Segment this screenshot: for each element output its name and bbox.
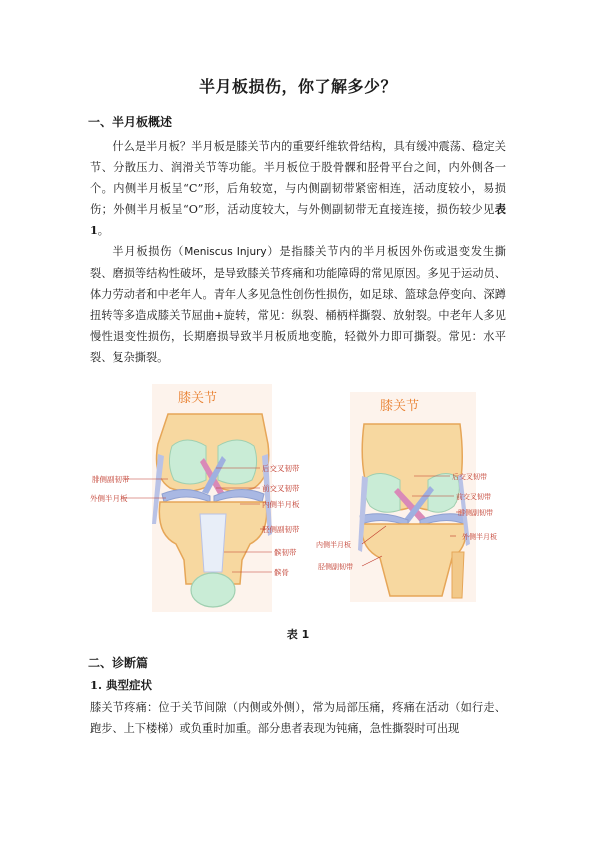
label-medial-meniscus: 内侧半月板 bbox=[262, 500, 300, 509]
paragraph-knee-pain: 膝关节疼痛：位于关节间隙（内侧或外侧），常为局部压痛，疼痛在活动（如行走、跑步、上下楼梯）或负重时加重。部分患者表现为钝痛，急性撕裂时可出现 bbox=[90, 701, 506, 735]
left-knee-diagram bbox=[90, 384, 300, 612]
right-knee-diagram bbox=[316, 392, 497, 602]
section-heading-overview: 一、半月板概述 bbox=[88, 115, 173, 129]
patella bbox=[191, 573, 235, 607]
paragraph-text: 什么是半月板？半月板是膝关节内的重要纤维软骨结构，具有缓冲震荡、稳定关节、分散压力、润滑关节等功能。半月板位于股骨髁和胫骨平台之间，内外侧各一个。内侧半月板呈“C”形，后角较宽，与内侧副韧带紧密相连，活动度较小，易损伤；外侧半月板呈“O”形，活动度较大，与外侧副韧带无直接连接，损伤较少见 bbox=[90, 140, 506, 216]
label-patella: 髌骨 bbox=[274, 568, 289, 577]
section-heading-diagnosis: 二、诊断篇 bbox=[88, 656, 149, 670]
right-label-acl: 前交叉韧带 bbox=[456, 493, 491, 501]
label-acl: 前交叉韧带 bbox=[262, 484, 300, 493]
paragraph-text-b: ）是指膝关节内的半月板因外伤或退变发生撕裂、磨损等结构性破坏，是导致膝关节疼痛和功能障碍的常见原因。多见于运动员、体力劳动者和中老年人。青年人多见急性创伤性损伤，如足球、篮球急停变向、深蹲扭转等多造成膝关节屈曲+旋转，常见：纵裂、桶柄样撕裂、放射裂。中老年人多见慢性退变性损伤，长期磨损导致半月板质地变脆，轻微外力即可撕裂。常见：水平裂、复杂撕裂。 bbox=[90, 245, 506, 364]
right-knee-title: 膝关节 bbox=[380, 399, 420, 414]
paragraph-what-is-meniscus bbox=[90, 136, 506, 241]
left-knee-title: 膝关节 bbox=[178, 391, 218, 406]
paragraph-text-a: 半月板损伤（ bbox=[112, 245, 185, 258]
right-fibula bbox=[452, 552, 464, 598]
right-label-medial-meniscus: 内侧半月板 bbox=[316, 541, 351, 549]
paragraph-end: 。 bbox=[97, 224, 109, 237]
patellar-ligament bbox=[200, 514, 226, 572]
label-patellar-ligament: 髌韧带 bbox=[274, 548, 297, 557]
right-label-lateral-meniscus: 外侧半月板 bbox=[462, 533, 497, 541]
figure-caption: 表 1 bbox=[286, 628, 310, 641]
right-label-pcl: 后交叉韧带 bbox=[452, 473, 487, 481]
table-reference: 表 1 bbox=[90, 202, 506, 237]
subheading-typical-symptoms: 1. 典型症状 bbox=[90, 678, 153, 692]
right-label-fibular-collateral: 腓侧副韧带 bbox=[458, 509, 493, 517]
page-title: 半月板损伤，你了解多少？ bbox=[198, 77, 397, 96]
label-pcl: 后交叉韧带 bbox=[262, 464, 300, 473]
paragraph-meniscus-injury bbox=[90, 241, 506, 368]
label-fibular-collateral: 腓侧副韧带 bbox=[92, 475, 130, 484]
knee-anatomy-figure bbox=[90, 384, 506, 616]
knee-illustration bbox=[90, 384, 506, 616]
right-label-tibial-collateral: 胫侧副韧带 bbox=[318, 563, 353, 571]
right-cartilage-lateral bbox=[365, 473, 400, 512]
document-page bbox=[90, 74, 506, 739]
english-term: Meniscus Injury bbox=[184, 246, 267, 258]
label-tibial-collateral: 胫侧副韧带 bbox=[262, 525, 300, 534]
label-lateral-meniscus: 外侧半月板 bbox=[90, 494, 128, 503]
